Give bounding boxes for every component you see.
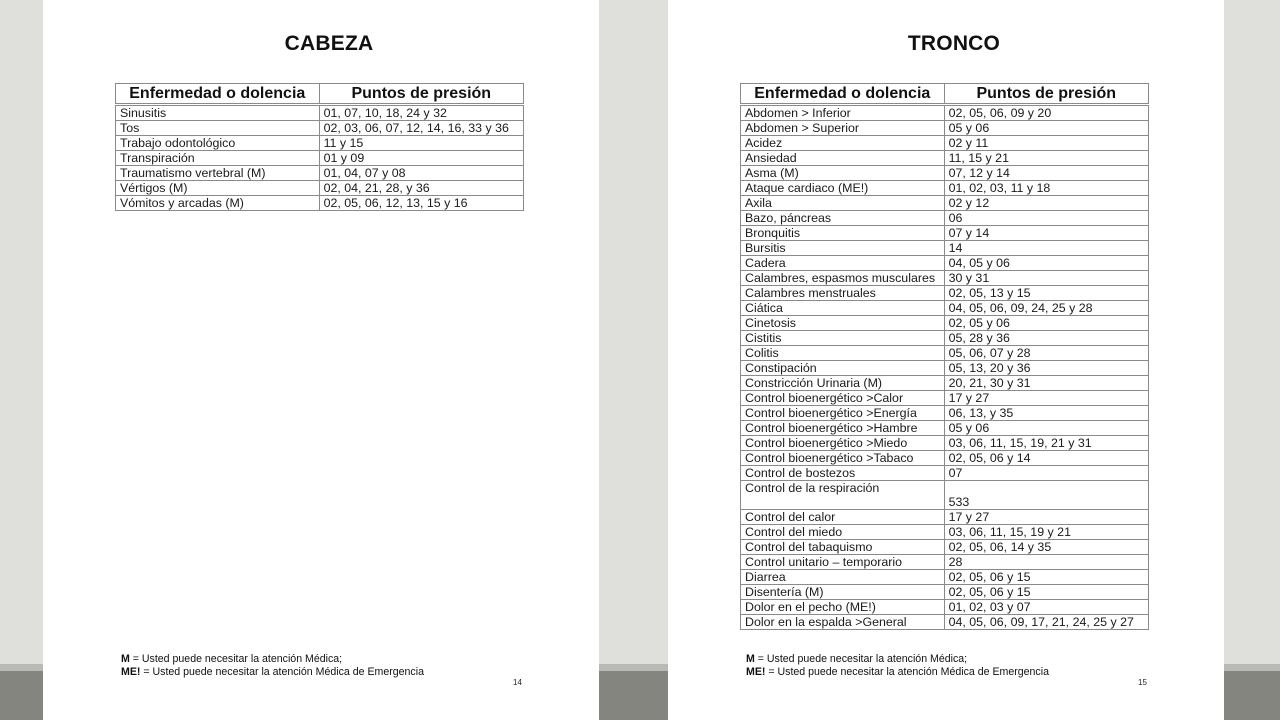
table-row [741,331,1149,346]
ailment-cell: Cistitis [741,331,945,346]
ailment-cell: Control del miedo [741,525,945,540]
ailment-cell: Constipación [741,361,945,376]
ailment-cell: Cinetosis [741,316,945,331]
table-row [741,525,1149,540]
page-number: 14 [513,678,522,687]
pressure-points-table [740,83,1149,630]
points-cell: 04, 05, 06, 09, 24, 25 y 28 [944,301,1148,316]
points-cell: 02, 05 y 06 [944,316,1148,331]
table-row [741,421,1149,436]
table-row [741,301,1149,316]
column-header-ailment: Enfermedad o dolencia [741,84,945,105]
table-row [741,241,1149,256]
ailment-cell: Control unitario – temporario [741,555,945,570]
footnote-text: = Usted puede necesitar la atención Médica; [754,653,968,665]
ailment-cell: Dolor en el pecho (ME!) [741,600,945,615]
page-title: CABEZA [284,32,374,55]
table-row [741,105,1149,121]
column-header-points: Puntos de presión [319,84,523,105]
table-header-row [116,84,524,105]
footnote-emergency [746,666,1049,679]
points-cell: 06 [944,211,1148,226]
table-row [741,406,1149,421]
ailment-cell: Control bioenergético >Energía [741,406,945,421]
table-row [741,391,1149,406]
points-cell: 02 y 11 [944,136,1148,151]
table-row [741,181,1149,196]
points-cell: 01, 04, 07 y 08 [319,166,523,181]
table-row [741,211,1149,226]
points-cell: 02, 04, 21, 28, y 36 [319,181,523,196]
document-page-cabeza [43,0,599,720]
points-cell: 02, 05, 06, 14 y 35 [944,540,1148,555]
table-row [741,585,1149,600]
ailment-cell: Abdomen > Superior [741,121,945,136]
points-cell: 30 y 31 [944,271,1148,286]
table-row [116,105,524,121]
table-row [741,436,1149,451]
footnote-medical [746,653,967,666]
points-cell: 05, 06, 07 y 28 [944,346,1148,361]
ailment-cell: Control de bostezos [741,466,945,481]
points-cell: 02, 05, 13 y 15 [944,286,1148,301]
table-row [741,376,1149,391]
table-row [741,271,1149,286]
table-row [741,226,1149,241]
points-cell: 02, 03, 06, 07, 12, 14, 16, 33 y 36 [319,121,523,136]
points-cell: 17 y 27 [944,391,1148,406]
ailment-cell: Transpiración [116,151,320,166]
ailment-cell: Control de la respiración [741,481,945,510]
points-cell: 03, 06, 11, 15, 19 y 21 [944,525,1148,540]
ailment-cell: Dolor en la espalda >General [741,615,945,630]
footnote-emergency [121,666,424,679]
table-row [116,196,524,211]
column-header-points: Puntos de presión [944,84,1148,105]
ailment-cell: Disentería (M) [741,585,945,600]
points-cell: 17 y 27 [944,510,1148,525]
points-cell: 02 y 12 [944,196,1148,211]
ailment-cell: Bazo, páncreas [741,211,945,226]
points-cell: 02, 05, 06, 09 y 20 [944,105,1148,121]
points-cell: 01, 02, 03, 11 y 18 [944,181,1148,196]
ailment-cell: Cadera [741,256,945,271]
ailment-cell: Trabajo odontológico [116,136,320,151]
ailment-cell: Control bioenergético >Calor [741,391,945,406]
table-row [741,346,1149,361]
footnote-text: = Usted puede necesitar la atención Médica de Emergencia [765,666,1049,678]
table-row [741,451,1149,466]
ailment-cell: Traumatismo vertebral (M) [116,166,320,181]
ailment-cell: Control del calor [741,510,945,525]
pressure-points-table [115,83,524,211]
points-cell: 07, 12 y 14 [944,166,1148,181]
table-row [741,481,1149,510]
points-cell: 07 [944,466,1148,481]
table-row [741,540,1149,555]
ailment-cell: Acidez [741,136,945,151]
table-row [741,466,1149,481]
table-row [741,316,1149,331]
document-page-tronco [668,0,1224,720]
table-header-row [741,84,1149,105]
table-row [741,256,1149,271]
table-row [116,181,524,196]
footnote-key: M [746,653,755,665]
table-row [741,570,1149,585]
points-cell: 01 y 09 [319,151,523,166]
points-cell: 02, 05, 06 y 14 [944,451,1148,466]
table-row [116,121,524,136]
ailment-cell: Control del tabaquismo [741,540,945,555]
points-cell: 14 [944,241,1148,256]
table-row [741,286,1149,301]
ailment-cell: Vértigos (M) [116,181,320,196]
footnote-medical [121,653,342,666]
ailment-cell: Vómitos y arcadas (M) [116,196,320,211]
footnote-key: ME! [121,666,141,678]
points-cell: 05 y 06 [944,421,1148,436]
table-row [741,555,1149,570]
page-title: TRONCO [907,32,1001,55]
ailment-cell: Bronquitis [741,226,945,241]
points-cell: 02, 05, 06 y 15 [944,585,1148,600]
points-cell: 04, 05 y 06 [944,256,1148,271]
points-cell: 06, 13, y 35 [944,406,1148,421]
points-cell: 04, 05, 06, 09, 17, 21, 24, 25 y 27 [944,615,1148,630]
points-cell: 01, 02, 03 y 07 [944,600,1148,615]
points-cell: 533 [944,481,1148,510]
points-cell: 07 y 14 [944,226,1148,241]
points-cell: 05, 13, 20 y 36 [944,361,1148,376]
ailment-cell: Diarrea [741,570,945,585]
points-cell: 05 y 06 [944,121,1148,136]
ailment-cell: Asma (M) [741,166,945,181]
points-cell: 28 [944,555,1148,570]
ailment-cell: Abdomen > Inferior [741,105,945,121]
points-cell: 20, 21, 30 y 31 [944,376,1148,391]
table-row [741,510,1149,525]
points-cell: 11 y 15 [319,136,523,151]
table-row [116,166,524,181]
ailment-cell: Control bioenergético >Hambre [741,421,945,436]
column-header-ailment: Enfermedad o dolencia [116,84,320,105]
ailment-cell: Bursitis [741,241,945,256]
table-row [741,600,1149,615]
table-row [741,151,1149,166]
table-row [116,151,524,166]
table-row [741,121,1149,136]
page-number: 15 [1138,678,1147,687]
ailment-cell: Colitis [741,346,945,361]
ailment-cell: Ataque cardiaco (ME!) [741,181,945,196]
footnote-text: = Usted puede necesitar la atención Médica de Emergencia [140,666,424,678]
ailment-cell: Ciática [741,301,945,316]
table-row [741,615,1149,630]
ailment-cell: Ansiedad [741,151,945,166]
table-row [741,166,1149,181]
table-row [116,136,524,151]
ailment-cell: Control bioenergético >Miedo [741,436,945,451]
ailment-cell: Control bioenergético >Tabaco [741,451,945,466]
points-cell: 11, 15 y 21 [944,151,1148,166]
ailment-cell: Axila [741,196,945,211]
table-row [741,136,1149,151]
ailment-cell: Tos [116,121,320,136]
footnote-text: = Usted puede necesitar la atención Médica; [129,653,343,665]
points-cell: 02, 05, 06, 12, 13, 15 y 16 [319,196,523,211]
ailment-cell: Calambres menstruales [741,286,945,301]
points-cell: 05, 28 y 36 [944,331,1148,346]
points-cell: 01, 07, 10, 18, 24 y 32 [319,105,523,121]
ailment-cell: Calambres, espasmos musculares [741,271,945,286]
points-cell: 03, 06, 11, 15, 19, 21 y 31 [944,436,1148,451]
points-cell: 02, 05, 06 y 15 [944,570,1148,585]
ailment-cell: Constricción Urinaria (M) [741,376,945,391]
footnote-key: ME! [746,666,766,678]
table-row [741,196,1149,211]
ailment-cell: Sinusitis [116,105,320,121]
footnote-key: M [121,653,130,665]
table-row [741,361,1149,376]
